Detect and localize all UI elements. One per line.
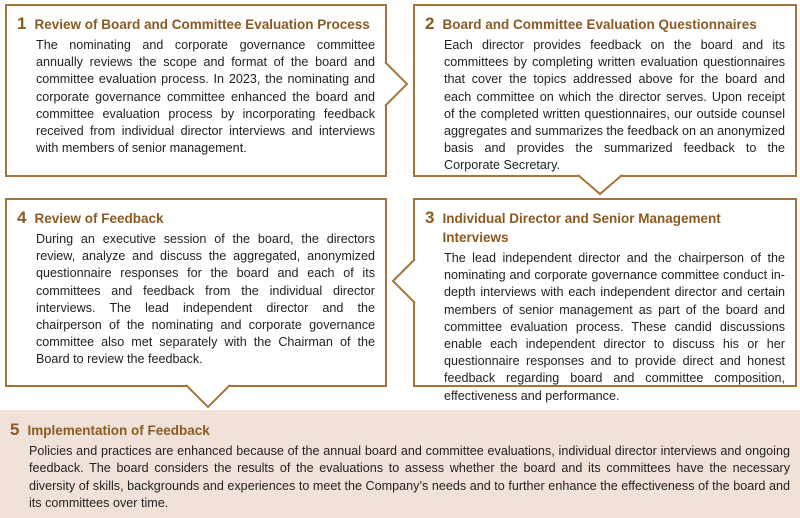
step-title: Implementation of Feedback <box>27 423 210 438</box>
step-2-box <box>413 4 797 177</box>
step-description: Each director provides feedback on the board and its committees by completing written evaluation questionnaires that cover the topics addressed above for the board and each committee on which the director serves. Upon receipt of the completed written questionnaires, our outside counsel aggregates and summarizes the feedback on an anonymized basis and provides the summarized feedback to the Corporate Secretary. <box>444 38 785 173</box>
step-title: Board and Committee Evaluation Questionnaires <box>442 17 757 32</box>
arrow-step1-to-step2 <box>385 62 411 106</box>
step-number: 3 <box>425 208 435 227</box>
step-number: 5 <box>10 420 20 439</box>
step-description: The lead independent director and the chairperson of the nominating and corporate governance committee conduct in-depth interviews with each independent director and certain members of senior management as part of the board and committee evaluation process. These candid discussions enable each independent director to discuss his or her questionnaire responses and to provide direct and honest feedback regarding board and committee composition, effectiveness and performance. <box>444 251 785 403</box>
step-title: Review of Board and Committee Evaluation Process <box>34 17 370 32</box>
step-title: Individual Director and Senior Management Interviews <box>442 211 721 245</box>
step-description: The nominating and corporate governance committee annually reviews the scope and format of the board and committee evaluation process. In 2023, the nominating and corporate governance committee enhanced the board and committee evaluation process by incorporating feedback received from individual director interviews and interviews with members of senior management. <box>36 38 375 156</box>
step-title: Review of Feedback <box>34 211 164 226</box>
step-4-box <box>5 198 387 387</box>
step-1-box <box>5 4 387 177</box>
step-5-banner <box>0 410 800 518</box>
step-number: 1 <box>17 14 27 33</box>
step-number: 4 <box>17 208 27 227</box>
step-3-box <box>413 198 797 403</box>
step-number: 2 <box>425 14 435 33</box>
arrow-step3-to-step4 <box>390 259 416 303</box>
step-description: During an executive session of the board, the directors review, analyze and discuss the aggregated, anonymized questionnaire responses for the board and each of its committees and feedback from the individual director interviews. The lead independent director and the chairperson of the nominating and corporate governance committee also met separately with the Chairman of the Board to review the feedback. <box>36 232 375 367</box>
step-description: Policies and practices are enhanced because of the annual board and committee evaluations, individual director interviews and ongoing feedback. The board considers the results of the evaluations to assess whether the board and its committees have the necessary diversity of skills, backgrounds and experiences to meet the Company’s needs and to further enhance the effectiveness of the board and its committees over time. <box>29 444 790 511</box>
arrow-step4-to-step5 <box>186 385 230 411</box>
arrow-step2-to-step3 <box>578 175 622 197</box>
